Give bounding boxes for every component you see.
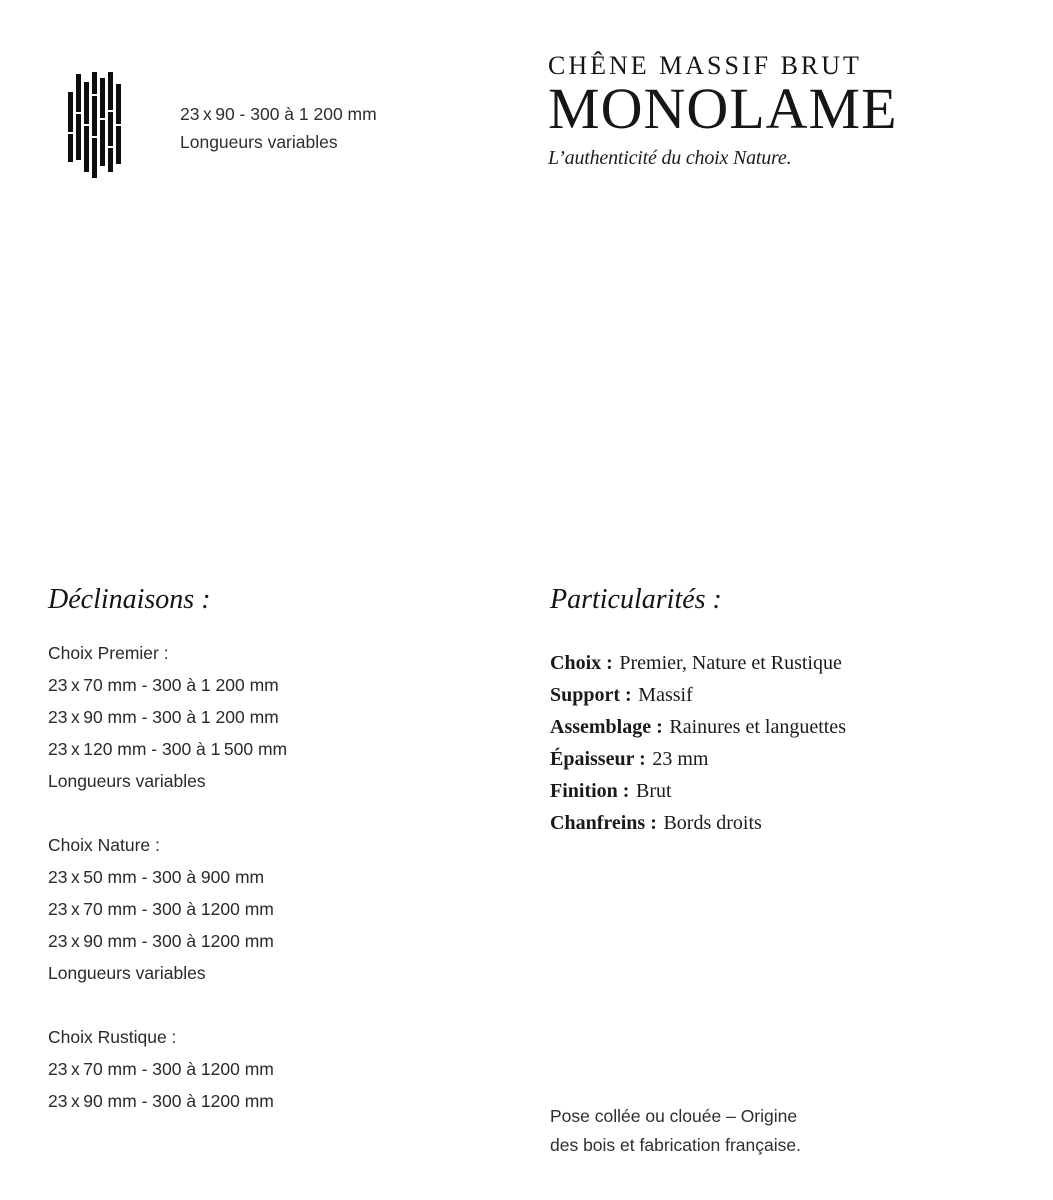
size-line: 23 x 90 mm - 300 à 1 200 mm	[48, 707, 279, 727]
spec-row-support	[550, 679, 1010, 711]
size-line: 23 x 90 mm - 300 à 1200 mm	[48, 931, 274, 951]
spec-row-choix	[550, 647, 1010, 679]
spec-value: Brut	[636, 780, 672, 802]
spec-label: Finition :	[550, 780, 630, 802]
size-line: 23 x 50 mm - 300 à 900 mm	[48, 867, 265, 887]
plank-bars	[68, 72, 121, 178]
spec-row-epaisseur	[550, 743, 1010, 775]
origin-note-line2: des bois et fabrication française.	[550, 1135, 801, 1155]
spec-value: Premier, Nature et Rustique	[619, 652, 842, 674]
spec-label: Choix :	[550, 652, 613, 674]
product-tagline: L’authenticité du choix Nature.	[548, 147, 792, 169]
declinaisons-section	[48, 583, 498, 1117]
size-line: 23 x 70 mm - 300 à 1200 mm	[48, 899, 274, 919]
origin-note	[550, 1102, 801, 1160]
particularites-section	[550, 583, 1010, 839]
particularites-heading: Particularités :	[550, 584, 722, 615]
choix-nature-group	[48, 829, 498, 989]
spec-label: Support :	[550, 684, 632, 706]
format-summary	[180, 100, 377, 156]
spec-value: 23 mm	[652, 748, 709, 770]
format-variable-note: Longueurs variables	[180, 132, 338, 152]
size-line: 23 x 120 mm - 300 à 1 500 mm	[48, 739, 288, 759]
spec-value: Rainures et languettes	[669, 716, 846, 738]
choix-premier-group	[48, 637, 498, 797]
title-block	[548, 50, 898, 172]
variable-lengths-note: Longueurs variables	[48, 963, 206, 983]
size-line: 23 x 90 mm - 300 à 1200 mm	[48, 1091, 274, 1111]
group-label: Choix Premier :	[48, 643, 169, 663]
spec-label: Chanfreins :	[550, 812, 657, 834]
plank-pattern-icon	[66, 70, 122, 180]
spec-row-finition	[550, 775, 1010, 807]
size-line: 23 x 70 mm - 300 à 1 200 mm	[48, 675, 279, 695]
product-category: CHÊNE MASSIF BRUT	[548, 51, 862, 80]
spec-row-chanfreins	[550, 807, 1010, 839]
group-label: Choix Nature :	[48, 835, 160, 855]
variable-lengths-note: Longueurs variables	[48, 771, 206, 791]
spec-value: Bords droits	[663, 812, 762, 834]
format-dimensions: 23 x 90 - 300 à 1 200 mm	[180, 104, 377, 124]
spec-label: Assemblage :	[550, 716, 663, 738]
spec-value: Massif	[638, 684, 693, 706]
origin-note-line1: Pose collée ou clouée – Origine	[550, 1106, 798, 1126]
product-name: MONOLAME	[548, 76, 898, 141]
group-label: Choix Rustique :	[48, 1027, 177, 1047]
spec-label: Épaisseur :	[550, 748, 646, 770]
size-line: 23 x 70 mm - 300 à 1200 mm	[48, 1059, 274, 1079]
choix-rustique-group	[48, 1021, 498, 1117]
spec-row-assemblage	[550, 711, 1010, 743]
declinaisons-heading: Déclinaisons :	[48, 584, 211, 615]
